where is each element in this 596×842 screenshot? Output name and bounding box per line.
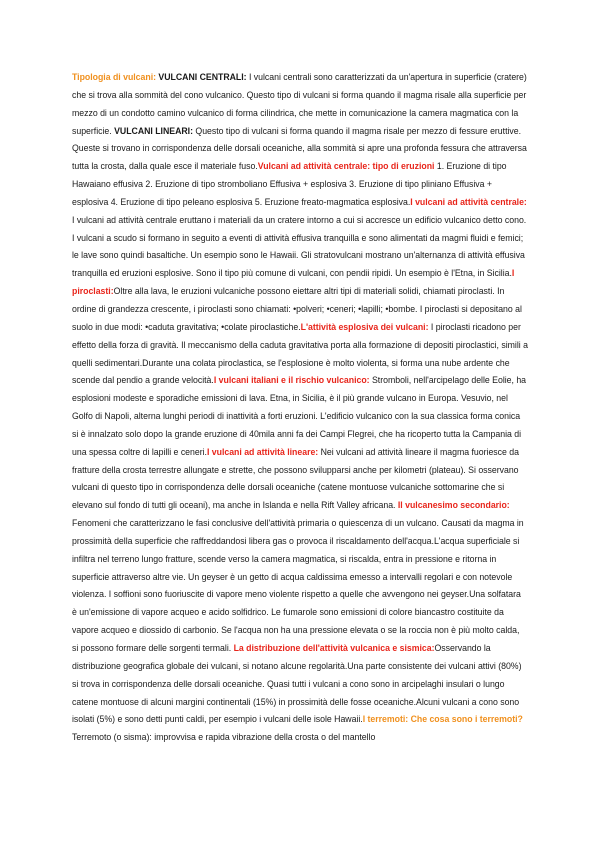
text-attivita-esplosiva: I piroclasti ricadono per effetto della forza di gravità. Il meccanismo della caduta gravitativa porta alla formazione di depositi piroclastici, simili a quelli sedimentari.Durante una colata piroclastica, se l'esplosione è molto violenta, si forma una nube ardente che scende dal pendio a grande velocità. (72, 321, 528, 386)
text-vulcani-italiani: Stromboli, nell'arcipelago delle Eolie, ha esplosioni modeste e sporadiche emissioni di lava. Etna, in Sicilia, è il più grande vulcano in Europa. Vesuvio, nel Golfo di Napoli, alterna lunghi periodi di inattività a forti eruzioni. L'edificio vulcanico con la sua classica forma conica si è innalzato solo dopo la grande eruzione di 40mila anni fa dei Campi Flegrei, che ha ricoperto tutta la Campania di una spessa coltre di lapilli e ceneri. (72, 375, 527, 457)
text-vulcani-lineari: Questo tipo di vulcani si forma quando il magma risale per mezzo di fessure eruttive. Queste si trovano in corrispondenza delle dorsali oceaniche, alla sommità si apre una profonda fessura che attraversa tutta la crosta, dalla quale esce il materiale fuso. (72, 125, 527, 172)
label-vulcani-centrali: VULCANI CENTRALI: (158, 72, 249, 82)
text-attivita-centrale: I vulcani ad attività centrale eruttano i materiali da un cratere intorno a cui si accresce un edificio vulcanico detto cono. I vulcani a scudo si formano in seguito a eventi di attività effusiva tranquilla e sono alimentati da magmi fluidi e femici; le lave sono quindi basaltiche. Un esempio sono le Hawaii. Gli stratovulcani mostrano un'alternanza di attività effusiva tranquilla ed eruzioni esplosive. Sono il tipo più comune di vulcani, con pendii ripidi. Un esempio è l'Etna, in Sicilia. (72, 214, 527, 279)
heading-terremoti: I terremoti: Che cosa sono i terremoti? (362, 714, 523, 725)
body-paragraph (72, 69, 528, 747)
label-vulcani-lineari: VULCANI LINEARI: (114, 125, 196, 136)
text-terremoti: Terremoto (o sisma): improvvisa e rapida vibrazione della crosta o del mantello (72, 732, 376, 743)
heading-tipo-eruzioni: Vulcani ad attività centrale: tipo di eruzioni (257, 161, 437, 172)
text-attivita-lineare: Nei vulcani ad attività lineare il magma fuoriesce da fratture della crosta terrestre allungate e strette, che possono svilupparsi anche per kilometri (plateau). Si osservano vulcani di questo tipo in corrispondenza delle dorsali oceaniche (catene montuose vulcaniche sottomarine che si elevano sul fondo di tutti gli oceani), ma anche in Islanda e nella Rift Valley africana. (72, 446, 519, 511)
heading-vulcanesimo-secondario: Il vulcanesimo secondario: (397, 500, 510, 511)
text-tipo-eruzioni: 1. Eruzione di tipo Hawaiano effusiva 2. Eruzione di tipo stromboliano Effusiva + esplosiva 3. Eruzione di tipo pliniano Effusiva + esplosiva 4. Eruzione di tipo peleano esplosiva 5. Eruzione freato-magmatica esplosiva. (72, 161, 507, 207)
heading-attivita-centrale: I vulcani ad attività centrale: (410, 196, 527, 207)
heading-vulcani-italiani: I vulcani italiani e il rischio vulcanico: (213, 375, 372, 386)
document-page (72, 69, 528, 747)
text-vulcani-centrali: I vulcani centrali sono caratterizzati da un'apertura in superficie (cratere) che si trova alla sommità del cono vulcanico. Questo tipo di vulcani si forma quando il magma risale alla superficie per mezzo di un condotto camino vulcanico di forma cilindrica, che mette in comunicazione la camera magmatica con la superficie. (72, 72, 527, 136)
text-piroclasti: Oltre alla lava, le eruzioni vulcaniche possono eiettare altri tipi di materiali solidi, chiamati piroclasti. In ordine di grandezza crescente, i piroclasti sono chiamati: •polveri; •ceneri; •lapilli; •bombe. I piroclasti si depositano al suolo in due modi: •caduta gravitativa; •colate piroclastiche. (72, 286, 522, 332)
heading-piroclasti: I piroclasti: (72, 268, 515, 297)
heading-tipologia: Tipologia di vulcani: (72, 72, 159, 82)
heading-attivita-lineare: I vulcani ad attività lineare: (206, 446, 321, 457)
heading-attivita-esplosiva: L'attività esplosiva dei vulcani: (300, 321, 431, 332)
text-distribuzione: Osservando la distribuzione geografica globale dei vulcani, si notano alcune regolarità.Una parte consistente dei vulcani attivi (80%) si trova in corrispondenza delle dorsali oceaniche. Quasi tutti i vulcani a cono sono in arcipelaghi insulari o lungo catene montuose di alcuni margini continentali (15%) in prossimità delle fosse oceaniche.Alcuni vulcani a cono sono isolati (5%) e sono detti punti caldi, per esempio i vulcani delle isole Hawaii. (72, 643, 522, 725)
text-vulcanesimo-secondario: Fenomeni che caratterizzano le fasi conclusive dell'attività primaria o quiescenza di un vulcano. Causati da magma in prossimità della superficie che raffreddandosi libera gas o provoca il riscaldamento dell'acqua.L'acqua superficiale si infiltra nel terreno lungo fratture, scende verso la camera magmatica, si riscalda, entra in pressione e ritorna in superficie attraverso altre vie. Un geyser è un getto di acqua caldissima emesso a intervalli regolari e con notevole violenza. I soffioni sono fuoriuscite di vapore meno violente rispetto a quelle che avvengono nei geyser.Una solfatara è un'emissione di vapore acqueo e acido solfidrico. Le fumarole sono emissioni di colore biancastro costituite da vapore acqueo e diossido di carbonio. Se l'acqua non ha una pressione elevata o se la roccia non è più molto calda, si possono formare delle sorgenti termali. (72, 518, 524, 653)
heading-distribuzione: La distribuzione dell'attività vulcanica e sismica: (233, 643, 435, 653)
